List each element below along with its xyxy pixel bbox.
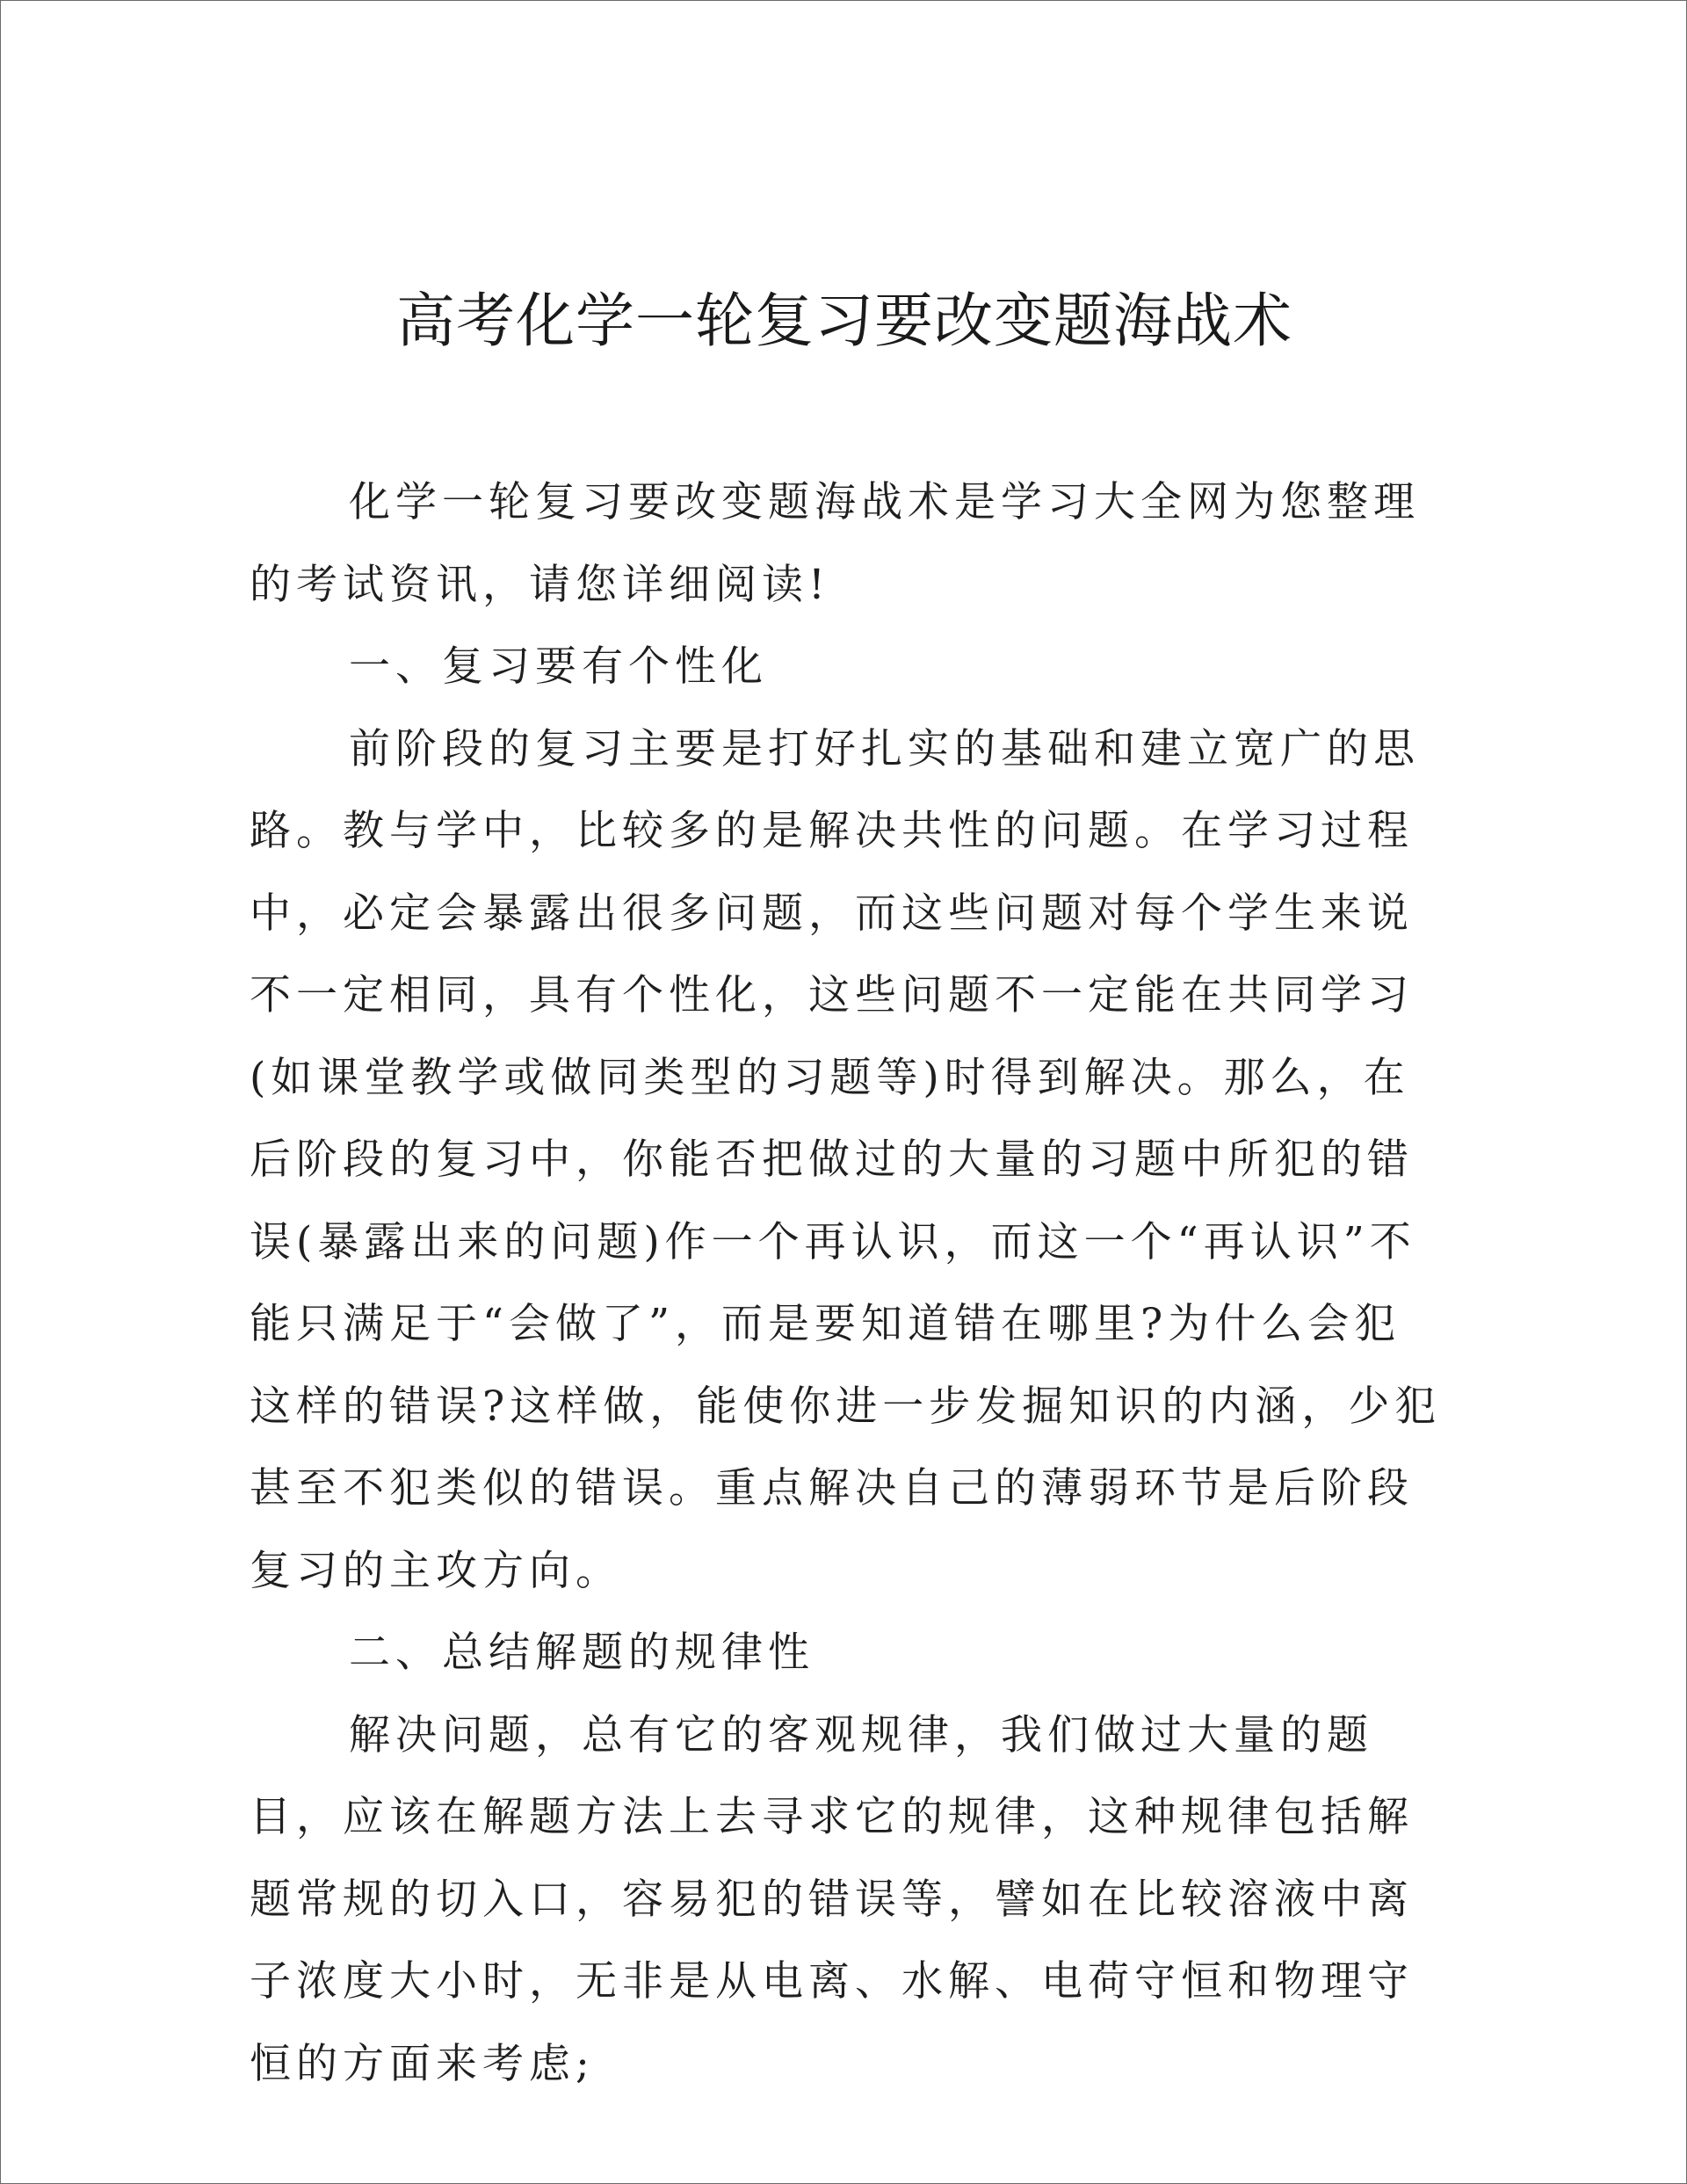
section-heading-2: 二、总结解题的规律性	[349, 1629, 815, 1677]
section-1-paragraph: 前阶段的复习主要是打好扎实的基础和建立宽广的思路。教与学中，比较多的是解决共性的问题。在学习过程中，必定会暴露出很多问题，而这些问题对每个学生来说不一定相同，具有个性化，这些问题不一定能在共同学习(如课堂教学或做同类型的习题等)时得到解决。那么，在后阶段的复习中，你能否把做过的大量的习题中所犯的错误(暴露出来的问题)作一个再认识，而这一个“再认识”不能只满足于“会做了”，而是要知道错在哪里?为什么会犯这样的错误?这样做，能使你进一步发掘知识的内涵，少犯甚至不犯类似的错误。重点解决自己的薄弱环节是后阶段复习的主攻方向。	[250, 724, 1442, 1595]
intro-paragraph: 化学一轮复习要改变题海战术是学习大全网为您整理的考试资讯，请您详细阅读!	[250, 478, 1420, 609]
section-heading-1: 一、复习要有个性化	[349, 642, 768, 691]
document-body	[250, 461, 1444, 2105]
section-2-paragraph: 解决问题，总有它的客观规律，我们做过大量的题目，应该在解题方法上去寻求它的规律，这种规律包括解题常规的切入口，容易犯的错误等，譬如在比较溶液中离子浓度大小时，无非是从电离、水解、电荷守恒和物理守恒的方面来考虑;	[250, 1710, 1414, 2088]
document-title: 高考化学一轮复习要改变题海战术	[396, 287, 1292, 355]
